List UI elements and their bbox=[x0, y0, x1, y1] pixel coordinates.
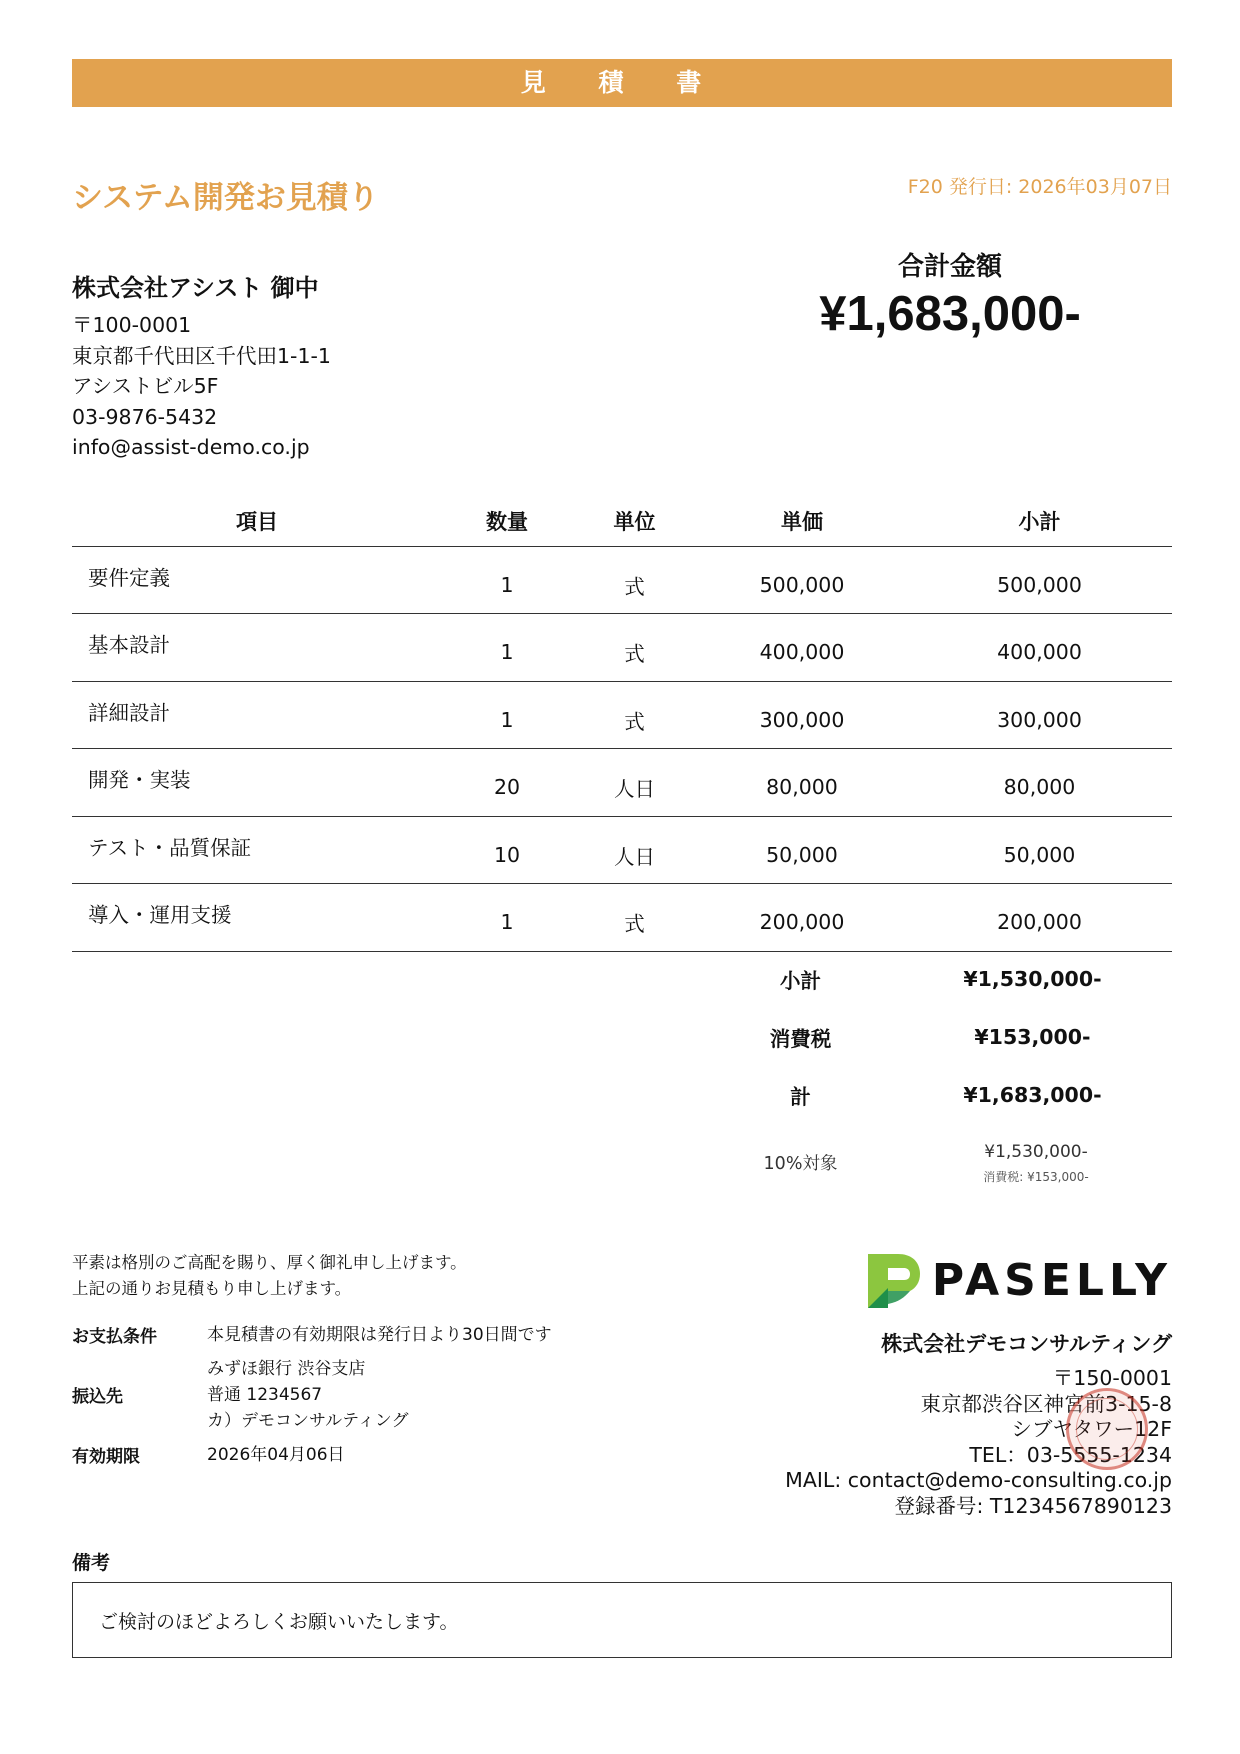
total-amount-label: 合計金額 bbox=[897, 252, 1002, 282]
bank-account-label: 振込先 bbox=[72, 1387, 123, 1407]
item-subtotal: 50,000 bbox=[907, 816, 1172, 884]
greeting-text bbox=[72, 1250, 467, 1302]
bank-account-row bbox=[72, 1356, 672, 1434]
table-row bbox=[72, 884, 1172, 952]
client-address-line2: アシストビル5F bbox=[72, 374, 219, 398]
terms-block bbox=[72, 1322, 672, 1476]
summary-row-tax bbox=[708, 1008, 1172, 1066]
item-unit-price: 500,000 bbox=[697, 546, 907, 614]
payment-terms-value: 本見積書の有効期限は発行日より30日間です bbox=[207, 1325, 552, 1345]
summary-row-total bbox=[708, 1066, 1172, 1124]
greeting-line2: 上記の通りお見積もり申し上げます。 bbox=[72, 1279, 352, 1298]
column-header-subtotal: 小計 bbox=[907, 496, 1172, 546]
item-unit: 人日 bbox=[572, 749, 697, 817]
notes-box: ご検討のほどよろしくお願いいたします。 bbox=[72, 1582, 1172, 1658]
item-subtotal: 400,000 bbox=[907, 614, 1172, 682]
item-name: 詳細設計 bbox=[72, 681, 442, 749]
tax-label: 消費税 bbox=[769, 1027, 832, 1051]
item-unit-price: 400,000 bbox=[697, 614, 907, 682]
item-unit-price: 50,000 bbox=[697, 816, 907, 884]
tax-breakdown-tax: 消費税: ¥153,000- bbox=[983, 1170, 1089, 1184]
subtotal-value: ¥1,530,000- bbox=[963, 967, 1102, 991]
column-header-unit-price: 単価 bbox=[697, 496, 907, 546]
table-row bbox=[72, 614, 1172, 682]
item-unit-price: 200,000 bbox=[697, 884, 907, 952]
item-subtotal: 200,000 bbox=[907, 884, 1172, 952]
estimate-subject: システム開発お見積り bbox=[72, 180, 379, 216]
item-quantity: 20 bbox=[442, 749, 572, 817]
logo-text: PASELLY bbox=[931, 1255, 1172, 1306]
issuer-registration-number: 登録番号: T1234567890123 bbox=[894, 1493, 1172, 1518]
client-phone: 03-9876-5432 bbox=[72, 404, 218, 429]
item-unit: 式 bbox=[572, 681, 697, 749]
client-name: 株式会社アシスト 御中 bbox=[72, 274, 319, 302]
client-email: info@assist-demo.co.jp bbox=[72, 435, 310, 459]
item-subtotal: 80,000 bbox=[907, 749, 1172, 817]
issuer-tel: TEL：03-5555-1234 bbox=[969, 1442, 1172, 1467]
items-table-header bbox=[72, 496, 1172, 546]
client-address-block bbox=[72, 310, 331, 463]
tax-breakdown-label: 10%対象 bbox=[763, 1154, 838, 1174]
client-postal: 〒100-0001 bbox=[72, 313, 192, 337]
company-seal-stamp bbox=[1066, 1388, 1148, 1470]
issuer-postal: 〒150-0001 bbox=[1052, 1366, 1172, 1390]
total-label: 計 bbox=[790, 1085, 811, 1109]
summary-row-subtotal bbox=[708, 950, 1172, 1008]
subtotal-label: 小計 bbox=[780, 969, 821, 993]
item-unit: 人日 bbox=[572, 816, 697, 884]
document-title-bar: 見 積 書 bbox=[72, 59, 1172, 107]
greeting-line1: 平素は格別のご高配を賜り、厚く御礼申し上げます。 bbox=[72, 1253, 467, 1272]
summary-table bbox=[708, 950, 1172, 1124]
item-name: 開発・実装 bbox=[72, 749, 442, 817]
item-subtotal: 500,000 bbox=[907, 546, 1172, 614]
issuer-address-block bbox=[785, 1366, 1172, 1519]
logo-mark-icon bbox=[864, 1252, 922, 1310]
tax-breakdown-amount: ¥1,530,000- bbox=[984, 1142, 1088, 1162]
item-name: テスト・品質保証 bbox=[72, 816, 442, 884]
total-amount: ¥1,683,000- bbox=[819, 287, 1081, 341]
tax-value: ¥153,000- bbox=[974, 1025, 1091, 1049]
item-unit-price: 80,000 bbox=[697, 749, 907, 817]
payment-terms-label: お支払条件 bbox=[72, 1327, 157, 1347]
table-row bbox=[72, 816, 1172, 884]
expiry-value: 2026年04月06日 bbox=[207, 1445, 345, 1465]
issuer-address-line1: 東京都渋谷区神宮前3-15-8 bbox=[920, 1391, 1172, 1416]
table-row bbox=[72, 749, 1172, 817]
column-header-item: 項目 bbox=[72, 496, 442, 546]
item-quantity: 1 bbox=[442, 884, 572, 952]
table-row bbox=[72, 546, 1172, 614]
item-name: 要件定義 bbox=[72, 546, 442, 614]
item-quantity: 10 bbox=[442, 816, 572, 884]
total-value: ¥1,683,000- bbox=[963, 1083, 1102, 1107]
item-quantity: 1 bbox=[442, 546, 572, 614]
item-quantity: 1 bbox=[442, 681, 572, 749]
issuer-address-line2: シブヤタワー12F bbox=[1011, 1417, 1172, 1441]
item-subtotal: 300,000 bbox=[907, 681, 1172, 749]
notes-label: 備考 bbox=[72, 1552, 111, 1574]
bank-account-number: 普通 1234567 bbox=[207, 1385, 323, 1405]
payment-terms-row bbox=[72, 1322, 672, 1348]
issuer-mail: MAIL: contact@demo-consulting.co.jp bbox=[785, 1468, 1172, 1492]
bank-name: みずほ銀行 渋谷支店 bbox=[207, 1359, 366, 1379]
seal-inner-ring bbox=[1076, 1398, 1138, 1460]
issuer-block bbox=[785, 1250, 1172, 1519]
item-unit-price: 300,000 bbox=[697, 681, 907, 749]
item-unit: 式 bbox=[572, 614, 697, 682]
items-table bbox=[72, 496, 1172, 952]
expiry-label: 有効期限 bbox=[72, 1447, 140, 1467]
column-header-unit: 単位 bbox=[572, 496, 697, 546]
company-logo bbox=[785, 1250, 1172, 1312]
item-quantity: 1 bbox=[442, 614, 572, 682]
bank-account-holder: カ）デモコンサルティング bbox=[207, 1411, 409, 1431]
item-name: 導入・運用支援 bbox=[72, 884, 442, 952]
issuer-name: 株式会社デモコンサルティング bbox=[881, 1332, 1172, 1356]
expiry-row bbox=[72, 1442, 672, 1468]
bank-account-value bbox=[207, 1356, 672, 1434]
issue-info: F20 発行日: 2026年03月07日 bbox=[907, 176, 1172, 198]
column-header-quantity: 数量 bbox=[442, 496, 572, 546]
client-address-line1: 東京都千代田区千代田1-1-1 bbox=[72, 343, 331, 368]
item-unit: 式 bbox=[572, 546, 697, 614]
item-name: 基本設計 bbox=[72, 614, 442, 682]
table-row bbox=[72, 681, 1172, 749]
item-unit: 式 bbox=[572, 884, 697, 952]
